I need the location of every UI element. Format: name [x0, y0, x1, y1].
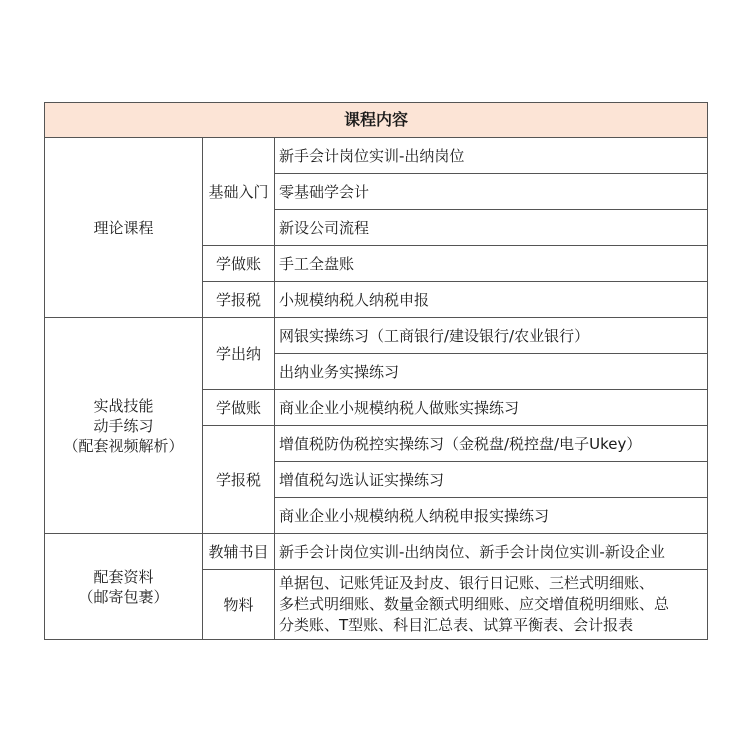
category-label: 动手练习 [93, 416, 154, 435]
content-item: 增值税勾选认证实操练习 [275, 462, 708, 498]
subcategory-materials: 物料 [203, 570, 275, 640]
category-label: （配套视频解析） [63, 436, 184, 455]
content-item: 新设公司流程 [275, 210, 708, 246]
subcategory-bookkeeping: 学做账 [203, 246, 275, 282]
table-header: 课程内容 [45, 103, 708, 138]
subcategory-bookkeeping: 学做账 [203, 390, 275, 426]
content-item: 新手会计岗位实训-出纳岗位 [275, 138, 708, 174]
subcategory-cashier: 学出纳 [203, 318, 275, 390]
category-label: 配套资料 [93, 567, 154, 586]
content-item: 手工全盘账 [275, 246, 708, 282]
category-practical-skills [45, 318, 203, 534]
content-item: 商业企业小规模纳税人纳税申报实操练习 [275, 498, 708, 534]
subcategory-tax-filing: 学报税 [203, 426, 275, 534]
content-item: 增值税防伪税控实操练习（金税盘/税控盘/电子Ukey） [275, 426, 708, 462]
category-supporting-materials [45, 534, 203, 640]
category-theory-course [45, 138, 203, 318]
course-content-table [44, 102, 708, 640]
content-item: 小规模纳税人纳税申报 [275, 282, 708, 318]
content-item: 新手会计岗位实训-出纳岗位、新手会计岗位实训-新设企业 [275, 534, 708, 570]
content-line: 分类账、T型账、科目汇总表、试算平衡表、会计报表 [279, 616, 634, 634]
content-item: 商业企业小规模纳税人做账实操练习 [275, 390, 708, 426]
content-item: 出纳业务实操练习 [275, 354, 708, 390]
category-label: 理论课程 [93, 218, 154, 237]
content-line: 多栏式明细账、数量金额式明细账、应交增值税明细账、总 [279, 595, 670, 613]
content-item: 网银实操练习（工商银行/建设银行/农业银行） [275, 318, 708, 354]
content-line: 单据包、记账凭证及封皮、银行日记账、三栏式明细账、 [279, 574, 655, 592]
content-item: 零基础学会计 [275, 174, 708, 210]
subcategory-tax-filing: 学报税 [203, 282, 275, 318]
category-label: （邮寄包裹） [78, 587, 169, 606]
subcategory-textbooks: 教辅书目 [203, 534, 275, 570]
category-label: 实战技能 [93, 396, 154, 415]
content-item-materials [275, 570, 708, 640]
subcategory-basics: 基础入门 [203, 138, 275, 246]
